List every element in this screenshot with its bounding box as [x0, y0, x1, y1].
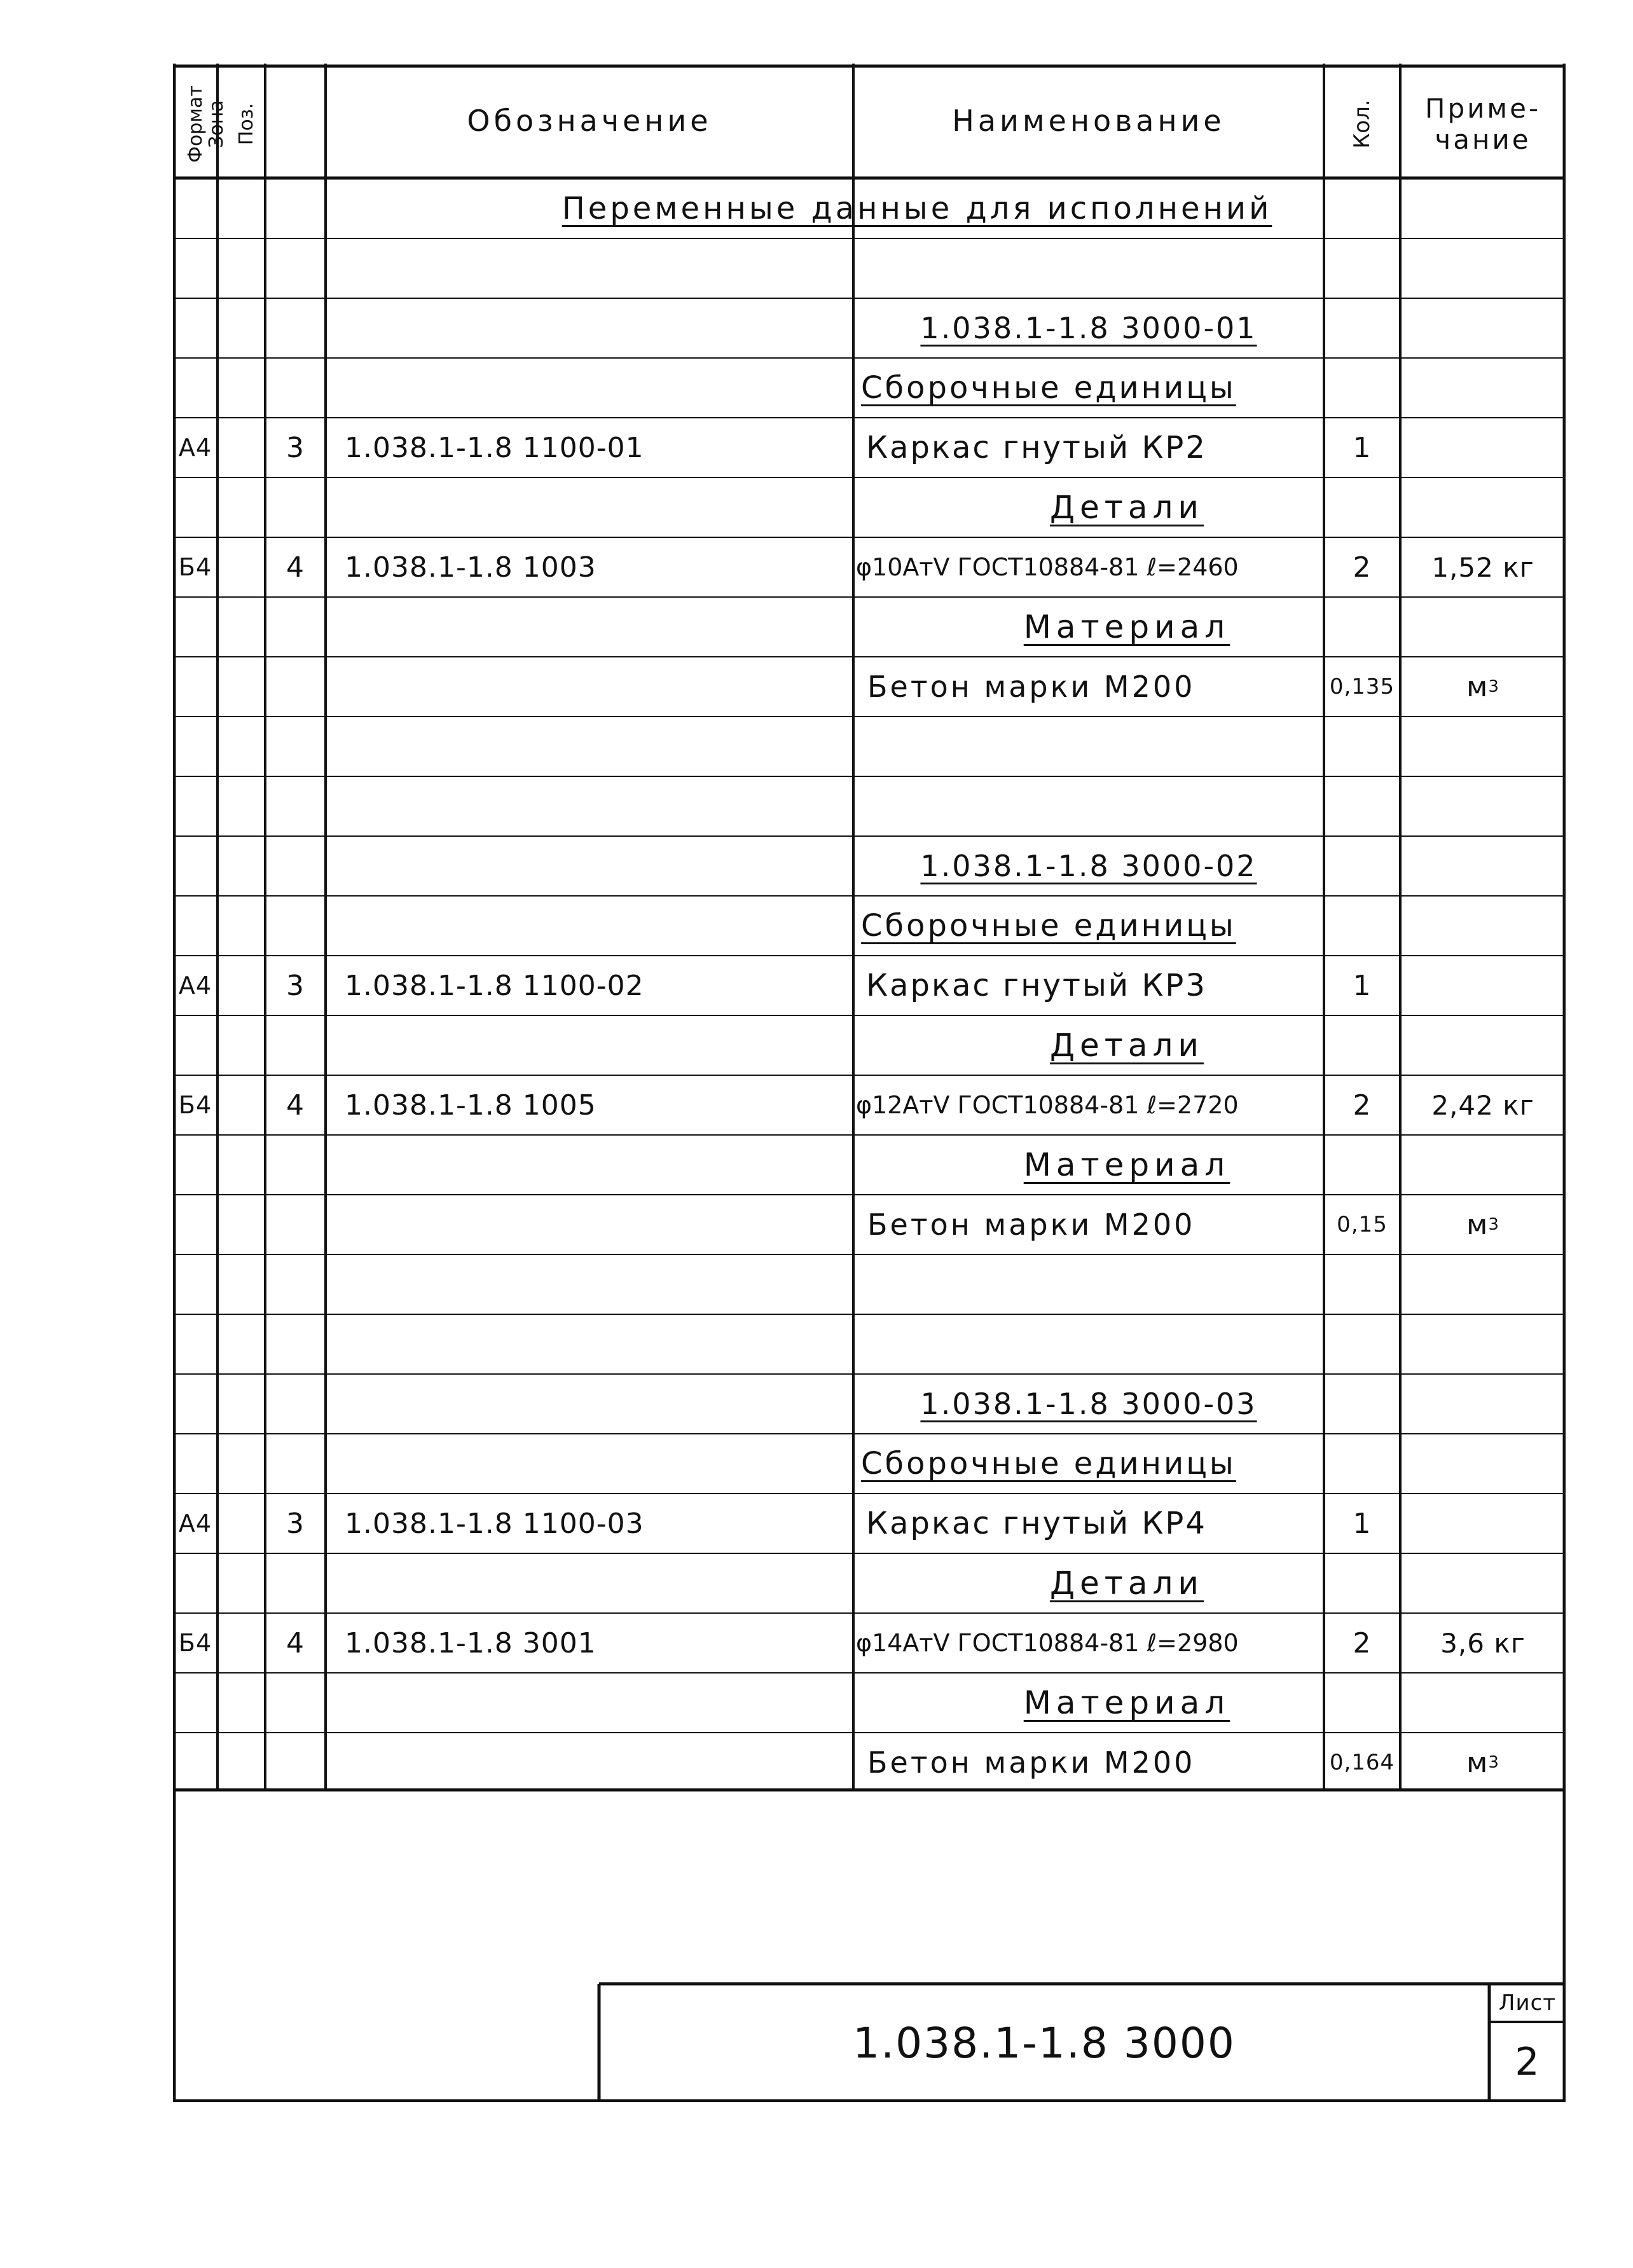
assembly-note [1400, 418, 1566, 478]
part-format: Б4 [178, 1091, 212, 1119]
material-note [1400, 1733, 1566, 1792]
material-heading: Материал [1023, 608, 1230, 645]
part-note: 3,6 кг [1440, 1627, 1526, 1659]
stamp-sheet-label: Лист [1498, 1990, 1557, 2016]
assembly-note [1400, 956, 1566, 1015]
part-note: 2,42 кг [1431, 1089, 1534, 1121]
header-name: Наименование [952, 104, 1225, 138]
header-note-line2: чание [1435, 124, 1531, 155]
material-qty: 0,135 [1329, 674, 1395, 699]
part-qty: 2 [1353, 1626, 1372, 1660]
part-pos: 4 [286, 1626, 305, 1660]
material-note-exponent: 3 [1488, 1753, 1499, 1772]
stamp-document-code: 1.038.1-1.8 3000 [853, 2018, 1236, 2068]
header-qty: Кол. [1349, 99, 1375, 149]
variant-code: 1.038.1-1.8 3000-02 [920, 849, 1257, 883]
material-note-unit: м [1466, 670, 1489, 703]
stamp-sheet-number: 2 [1515, 2040, 1540, 2084]
material-note-unit: м [1466, 1208, 1489, 1241]
part-note: 1,52 кг [1431, 551, 1534, 583]
assembly-heading: Сборочные единицы [861, 1446, 1236, 1481]
material-note [1400, 1195, 1566, 1254]
header-note [1400, 70, 1566, 178]
header-pos: Поз. [235, 102, 258, 146]
part-name: φ10АтⅤ ГОСТ10884-81 ℓ=2460 [856, 553, 1239, 581]
assembly-pos: 3 [286, 969, 305, 1002]
parts-heading: Детали [1049, 1565, 1204, 1602]
part-designation: 1.038.1-1.8 1003 [345, 551, 596, 584]
header-designation: Обозначение [467, 104, 712, 138]
material-name: Бетон марки М200 [867, 670, 1195, 704]
material-note-exponent: 3 [1488, 677, 1499, 696]
assembly-format: А4 [178, 972, 212, 1000]
parts-heading: Детали [1049, 489, 1204, 526]
assembly-designation: 1.038.1-1.8 1100-03 [345, 1507, 644, 1540]
header-format: Формат [184, 85, 207, 163]
material-heading: Материал [1023, 1146, 1230, 1183]
assembly-note [1400, 1494, 1566, 1553]
assembly-pos: 3 [286, 1507, 305, 1540]
assembly-pos: 3 [286, 431, 305, 464]
material-note [1400, 657, 1566, 717]
assembly-heading: Сборочные единицы [861, 908, 1236, 944]
assembly-format: А4 [178, 434, 212, 462]
part-format: Б4 [178, 553, 212, 581]
parts-heading: Детали [1049, 1027, 1204, 1064]
assembly-qty: 1 [1353, 969, 1372, 1002]
material-name: Бетон марки М200 [867, 1745, 1195, 1780]
assembly-name: Каркас гнутый КР4 [866, 1506, 1207, 1541]
part-designation: 1.038.1-1.8 1005 [345, 1089, 596, 1122]
part-format: Б4 [178, 1629, 212, 1657]
assembly-heading: Сборочные единицы [861, 370, 1236, 406]
material-note-unit: м [1466, 1746, 1489, 1779]
material-qty: 0,15 [1337, 1212, 1388, 1237]
assembly-designation: 1.038.1-1.8 1100-01 [345, 431, 644, 464]
assembly-qty: 1 [1353, 431, 1372, 464]
assembly-designation: 1.038.1-1.8 1100-02 [345, 969, 644, 1002]
part-designation: 1.038.1-1.8 3001 [345, 1626, 596, 1660]
material-heading: Материал [1023, 1684, 1230, 1721]
part-pos: 4 [286, 1089, 305, 1122]
section-title: Переменные данные для исполнений [562, 190, 1272, 226]
material-qty: 0,164 [1329, 1750, 1395, 1775]
part-name: φ14АтⅤ ГОСТ10884-81 ℓ=2980 [856, 1629, 1239, 1657]
header-zone: Зона [205, 100, 228, 148]
specification-sheet [173, 64, 1566, 2102]
part-qty: 2 [1353, 551, 1372, 584]
header-note-line1: Приме- [1424, 93, 1541, 124]
variant-code: 1.038.1-1.8 3000-03 [920, 1387, 1257, 1421]
part-name: φ12АтⅤ ГОСТ10884-81 ℓ=2720 [856, 1091, 1239, 1119]
part-qty: 2 [1353, 1089, 1372, 1122]
assembly-name: Каркас гнутый КР3 [866, 968, 1207, 1003]
material-note-exponent: 3 [1488, 1215, 1499, 1234]
assembly-qty: 1 [1353, 1507, 1372, 1540]
assembly-name: Каркас гнутый КР2 [866, 430, 1207, 465]
assembly-format: А4 [178, 1509, 212, 1537]
part-pos: 4 [286, 551, 305, 584]
variant-code: 1.038.1-1.8 3000-01 [920, 311, 1257, 345]
material-name: Бетон марки М200 [867, 1207, 1195, 1242]
